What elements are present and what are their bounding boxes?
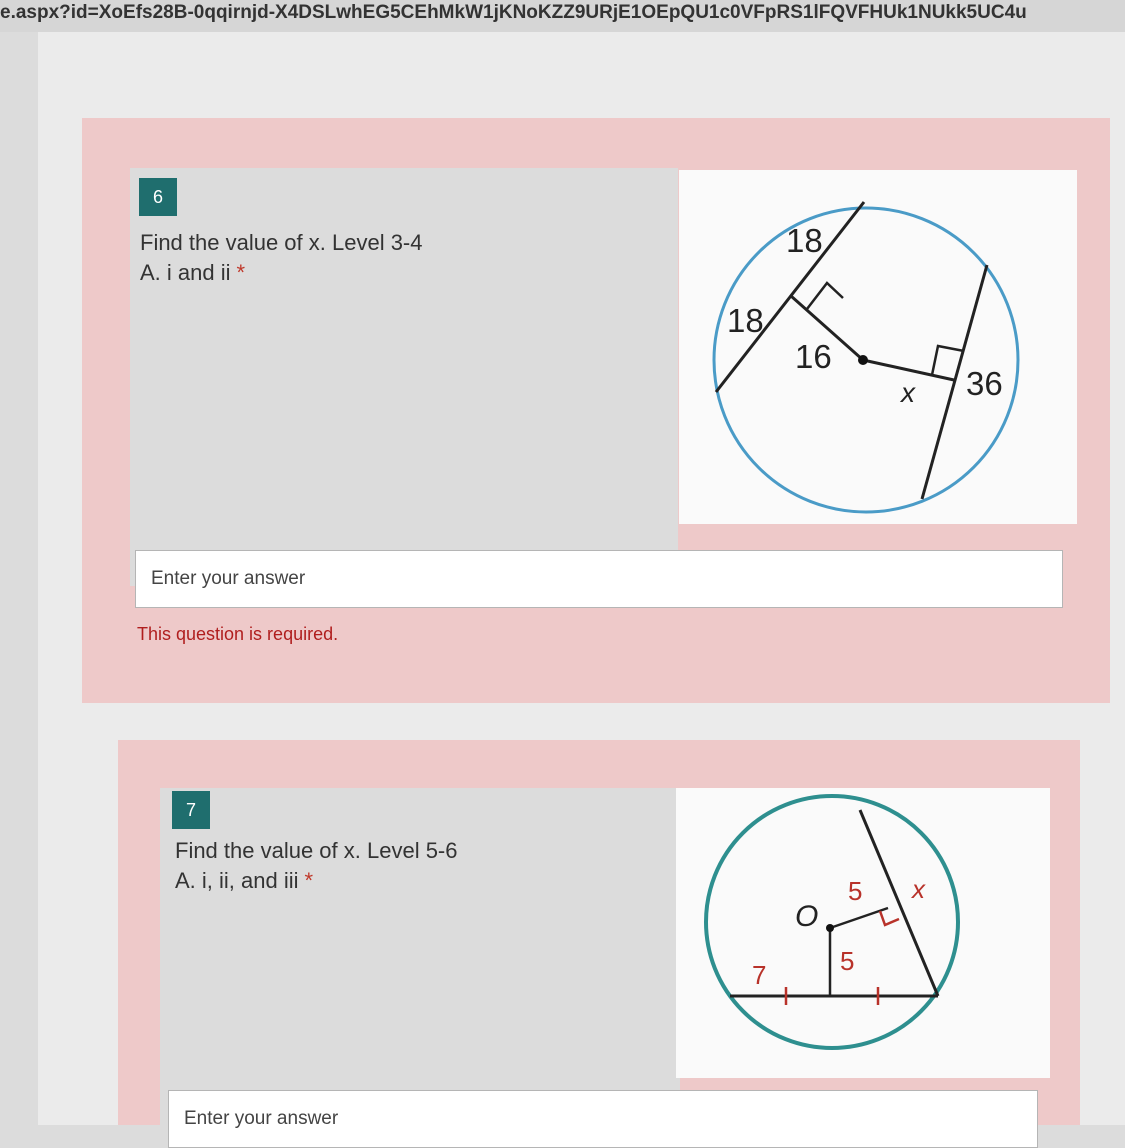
label-O: O [795, 900, 819, 933]
label-x: x [912, 874, 925, 904]
center-point [858, 355, 868, 365]
question-text [175, 836, 458, 896]
answer-input-6[interactable] [135, 550, 1063, 608]
question-subtitle-line [175, 866, 458, 896]
circle-outline [706, 796, 958, 1048]
perpendicular-to-right-chord [830, 908, 888, 928]
label-18-lower: 18 [727, 302, 764, 339]
question-subtitle-line [140, 258, 423, 288]
required-error-message: This question is required. [137, 624, 339, 644]
label-5-lower: 5 [840, 946, 855, 976]
url-text: e.aspx?id=XoEfs28B-0qqirnjd-X4DSLwhEG5CEhMkW1jKNoKZZ9URjE1OEpQU1c0VFpRS1lFQVFHUk1NUkk5UC4u [0, 2, 1027, 23]
circle-chords-diagram [679, 170, 1077, 524]
question-7-figure [676, 788, 1050, 1078]
address-bar[interactable] [0, 0, 1125, 32]
label-18-upper: 18 [786, 222, 823, 259]
question-title: Find the value of x. Level 5-6 [175, 838, 458, 863]
question-6-figure [679, 170, 1077, 524]
right-angle-mark [880, 911, 899, 925]
question-card-6 [82, 118, 1110, 703]
center-point [826, 924, 834, 932]
label-36: 36 [966, 365, 1003, 402]
question-title: Find the value of x. Level 3-4 [140, 230, 423, 255]
question-number-badge: 7 [172, 791, 210, 829]
question-text [140, 228, 423, 288]
required-asterisk: * [304, 868, 314, 893]
required-asterisk: * [236, 260, 246, 285]
label-7: 7 [752, 960, 767, 990]
question-subtitle: A. i, ii, and iii [175, 868, 299, 893]
question-number-badge: 6 [139, 178, 177, 216]
question-subtitle: A. i and ii [140, 260, 231, 285]
label-16: 16 [795, 338, 832, 375]
label-x: x [901, 377, 915, 408]
right-angle-mark-left [807, 283, 843, 309]
answer-input-7[interactable] [168, 1090, 1038, 1148]
label-5-upper: 5 [848, 876, 863, 906]
circle-chords-diagram [676, 788, 1050, 1078]
question-card-7 [118, 740, 1080, 1125]
